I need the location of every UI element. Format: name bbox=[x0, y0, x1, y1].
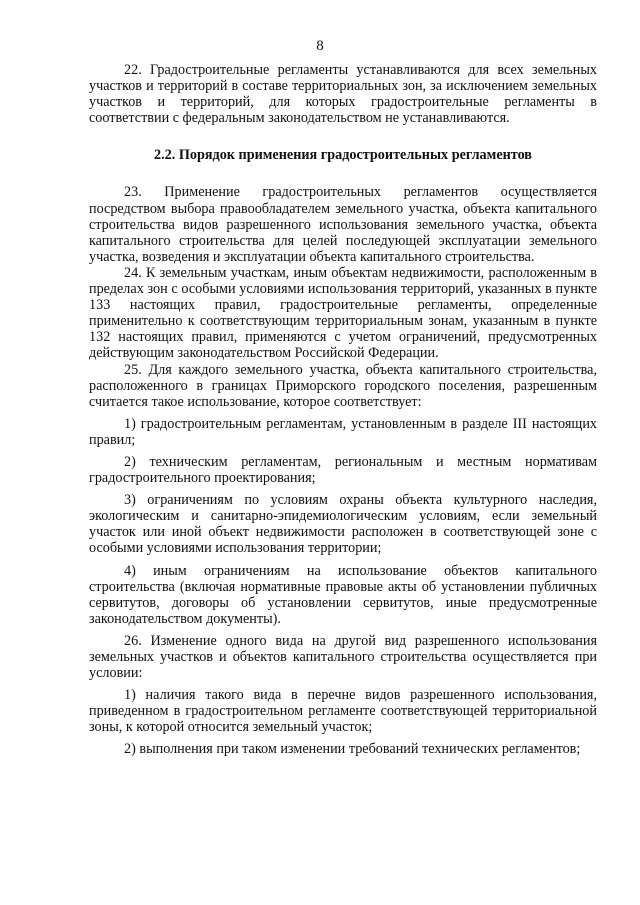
paragraph-23: 23. Применение градостроительных регламентов осуществляется посредством выбора правообладателем земельного участка, объекта капитального строительства видов разрешенного использования земельного участка, объекта капитального строительства для целей последующей эксплуатации земельного участка, возведения и эксплуатации объекта капитального строительства. bbox=[89, 184, 597, 265]
list-item-25-4: 4) иным ограничениям на использование объектов капитального строительства (включая нормативные правовые акты об установлении публичных сервитутов, договоры об установлении сервитутов, иные предусмотренные законодательством документы). bbox=[89, 562, 597, 627]
paragraph-22: 22. Градостроительные регламенты устанавливаются для всех земельных участков и территорий в составе территориальных зон, за исключением земельных участков и территорий, для которых градостроительные регламенты в соответствии с федеральным законодательством не устанавливаются. bbox=[89, 62, 597, 127]
section-heading: 2.2. Порядок применения градостроительных регламентов bbox=[154, 147, 532, 164]
document-body bbox=[89, 62, 597, 758]
list-item-26-2: 2) выполнения при таком изменении требований технических регламентов; bbox=[124, 741, 581, 758]
list-item-25-3: 3) ограничениям по условиям охраны объекта культурного наследия, экологическим и санитарно-эпидемиологическим условиям, если земельный участок или иной объект недвижимости расположен в соответствующей зоне с особыми условиями использования территории; bbox=[89, 492, 597, 557]
list-item-25-1: 1) градостроительным регламентам, установленным в разделе III настоящих правил; bbox=[89, 415, 597, 448]
paragraph-25: 25. Для каждого земельного участка, объекта капитального строительства, расположенного в границах Приморского городского поселения, разрешенным считается такое использование, которое соответствует: bbox=[89, 361, 597, 410]
paragraph-26: 26. Изменение одного вида на другой вид разрешенного использования земельных участков и объектов капитального строительства осуществляется при условии: bbox=[89, 632, 597, 682]
page-number: 8 bbox=[316, 38, 324, 54]
list-item-26-1: 1) наличия такого вида в перечне видов разрешенного использования, приведенном в градостроительном регламенте соответствующей территориальной зоны, к которой относится земельный участок; bbox=[89, 687, 597, 736]
paragraph-24: 24. К земельным участкам, иным объектам недвижимости, расположенным в пределах зон с особыми условиями использования территорий, указанных в пункте 133 настоящих правил, градостроительные регламенты, определенные применительно к соответствующим территориальным зонам, указанным в пункте 132 настоящих правил, применяются с учетом ограничений, предусмотренных действующим законодательством Российской Федерации. bbox=[89, 264, 597, 362]
list-item-25-2: 2) техническим регламентам, региональным и местным нормативам градостроительного проектирования; bbox=[89, 453, 597, 487]
